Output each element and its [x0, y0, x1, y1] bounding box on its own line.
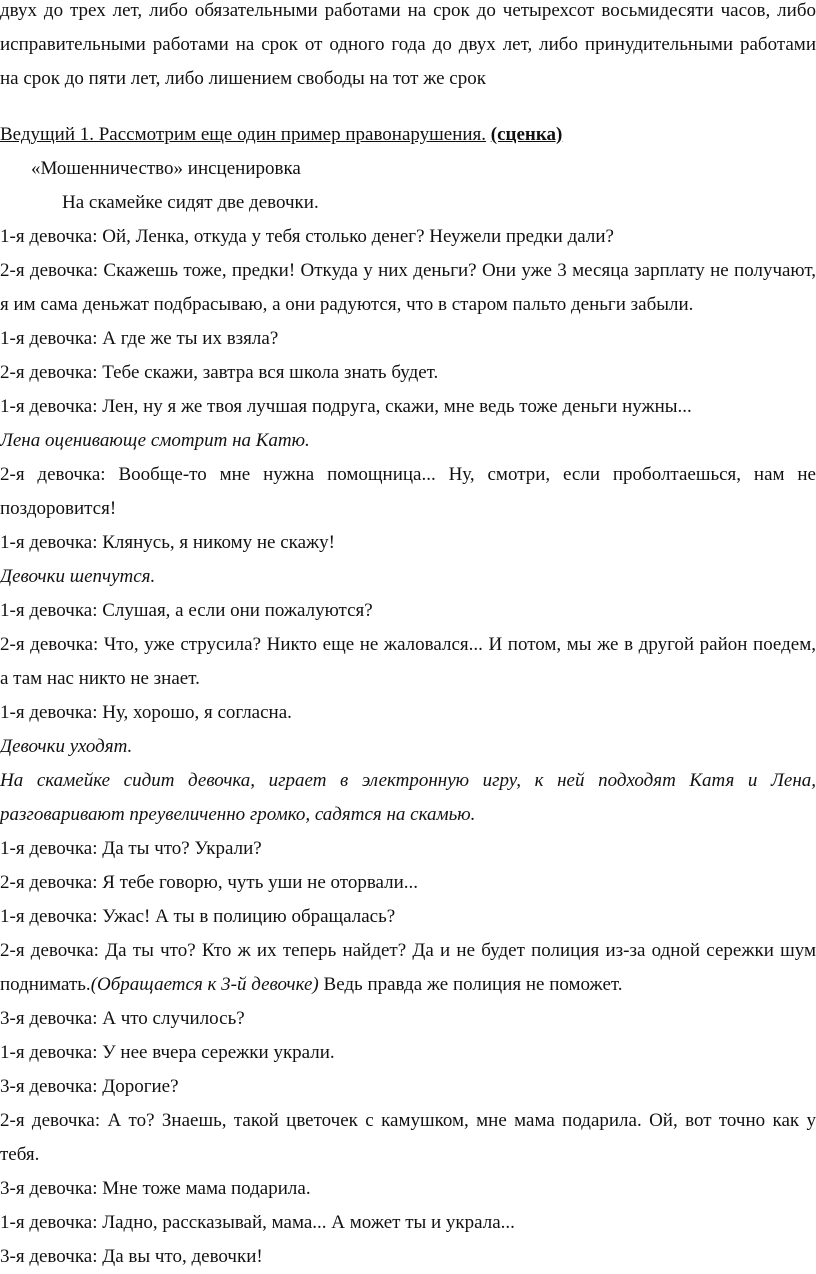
- text-line: на срок до пяти лет, либо лишением свободы на тот же срок: [0, 68, 486, 89]
- host-line: [0, 118, 816, 152]
- dialogue-line: 3-я девочка: Да вы что, девочки!: [0, 1246, 263, 1267]
- dialogue-line: 2-я девочка: Я тебе говорю, чуть уши не оторвали...: [0, 872, 419, 893]
- dialogue-line: а там нас никто не знает.: [0, 668, 200, 689]
- dialogue-line: 1-я девочка: Да ты что? Украли?: [0, 838, 262, 859]
- dialogue-line: 3-я девочка: Мне тоже мама подарила.: [0, 1178, 311, 1199]
- stage-direction: (Обращается к 3-й девочке): [90, 974, 319, 995]
- dialogue-text: Ведь правда же полиция не поможет.: [318, 974, 623, 995]
- dialogue-line: 1-я девочка: Лен, ну я же твоя лучшая подруга, скажи, мне ведь тоже деньги нужны...: [0, 396, 692, 417]
- stage-setting: На скамейке сидят две девочки.: [62, 192, 319, 213]
- dialogue-line: 2-я девочка: Что, уже струсила? Никто еще не жаловался... И потом, мы же в другой район поедем,: [0, 634, 816, 655]
- dialogue-line: 2-я девочка: Да ты что? Кто ж их теперь найдет? Да и не будет полиция из-за одной сережки шум: [0, 940, 816, 961]
- stage-direction: Девочки уходят.: [0, 736, 133, 757]
- dialogue-line: 3-я девочка: Дорогие?: [0, 1076, 179, 1097]
- stage-direction: Лена оценивающе смотрит на Катю.: [0, 430, 310, 451]
- dialogue-line: 1-я девочка: Ну, хорошо, я согласна.: [0, 702, 292, 723]
- dialogue-line: поздоровится!: [0, 498, 117, 519]
- dialogue-line: тебя.: [0, 1144, 40, 1165]
- host-text: Ведущий 1. Рассмотрим еще один пример правонарушения.: [0, 124, 487, 145]
- dialogue-line: 1-я девочка: Ладно, рассказывай, мама... А может ты и украла...: [0, 1212, 515, 1233]
- dialogue-line: 2-я девочка: Вообще-то мне нужна помощница... Ну, смотри, если проболтаешься, нам не: [0, 464, 816, 485]
- dialogue-line: 1-я девочка: Ой, Ленка, откуда у тебя столько денег? Неужели предки дали?: [0, 226, 614, 247]
- dialogue-line: 1-я девочка: Клянусь, я никому не скажу!: [0, 532, 336, 553]
- dialogue-line: я им сама деньжат подбрасываю, а они радуются, что в старом пальто деньги забыли.: [0, 294, 694, 315]
- dialogue-line: 1-я девочка: Ужас! А ты в полицию обращалась?: [0, 906, 396, 927]
- stage-direction: На скамейке сидит девочка, играет в электронную игру, к ней подходят Катя и Лена,: [0, 770, 816, 791]
- text-line: исправительными работами на срок от одного года до двух лет, либо принудительными работами: [0, 34, 816, 55]
- scene-label: (сценка): [490, 124, 563, 145]
- dialogue-line: 2-я девочка: Скажешь тоже, предки! Откуда у них деньги? Они уже 3 месяца зарплату не получают,: [0, 260, 816, 281]
- dialogue-line: 2-я девочка: Тебе скажи, завтра вся школа знать будет.: [0, 362, 439, 383]
- dialogue-line: 1-я девочка: А где же ты их взяла?: [0, 328, 279, 349]
- dialogue-line: 1-я девочка: Слушая, а если они пожалуются?: [0, 600, 373, 621]
- scene-title: «Мошенничество» инсценировка: [31, 158, 301, 179]
- text-line: двух до трех лет, либо обязательными работами на срок до четырехсот восьмидесяти часов, либо: [0, 0, 816, 21]
- dialogue-line: 1-я девочка: У нее вчера сережки украли.: [0, 1042, 335, 1063]
- stage-direction: разговаривают преувеличенно громко, садятся на скамью.: [0, 804, 476, 825]
- dialogue-line: 3-я девочка: А что случилось?: [0, 1008, 245, 1029]
- dialogue-text: поднимать.: [0, 974, 91, 995]
- dialogue-line: [0, 968, 816, 1002]
- dialogue-line: 2-я девочка: А то? Знаешь, такой цветочек с камушком, мне мама подарила. Ой, вот точно как у: [0, 1110, 816, 1131]
- stage-direction: Девочки шепчутся.: [0, 566, 156, 587]
